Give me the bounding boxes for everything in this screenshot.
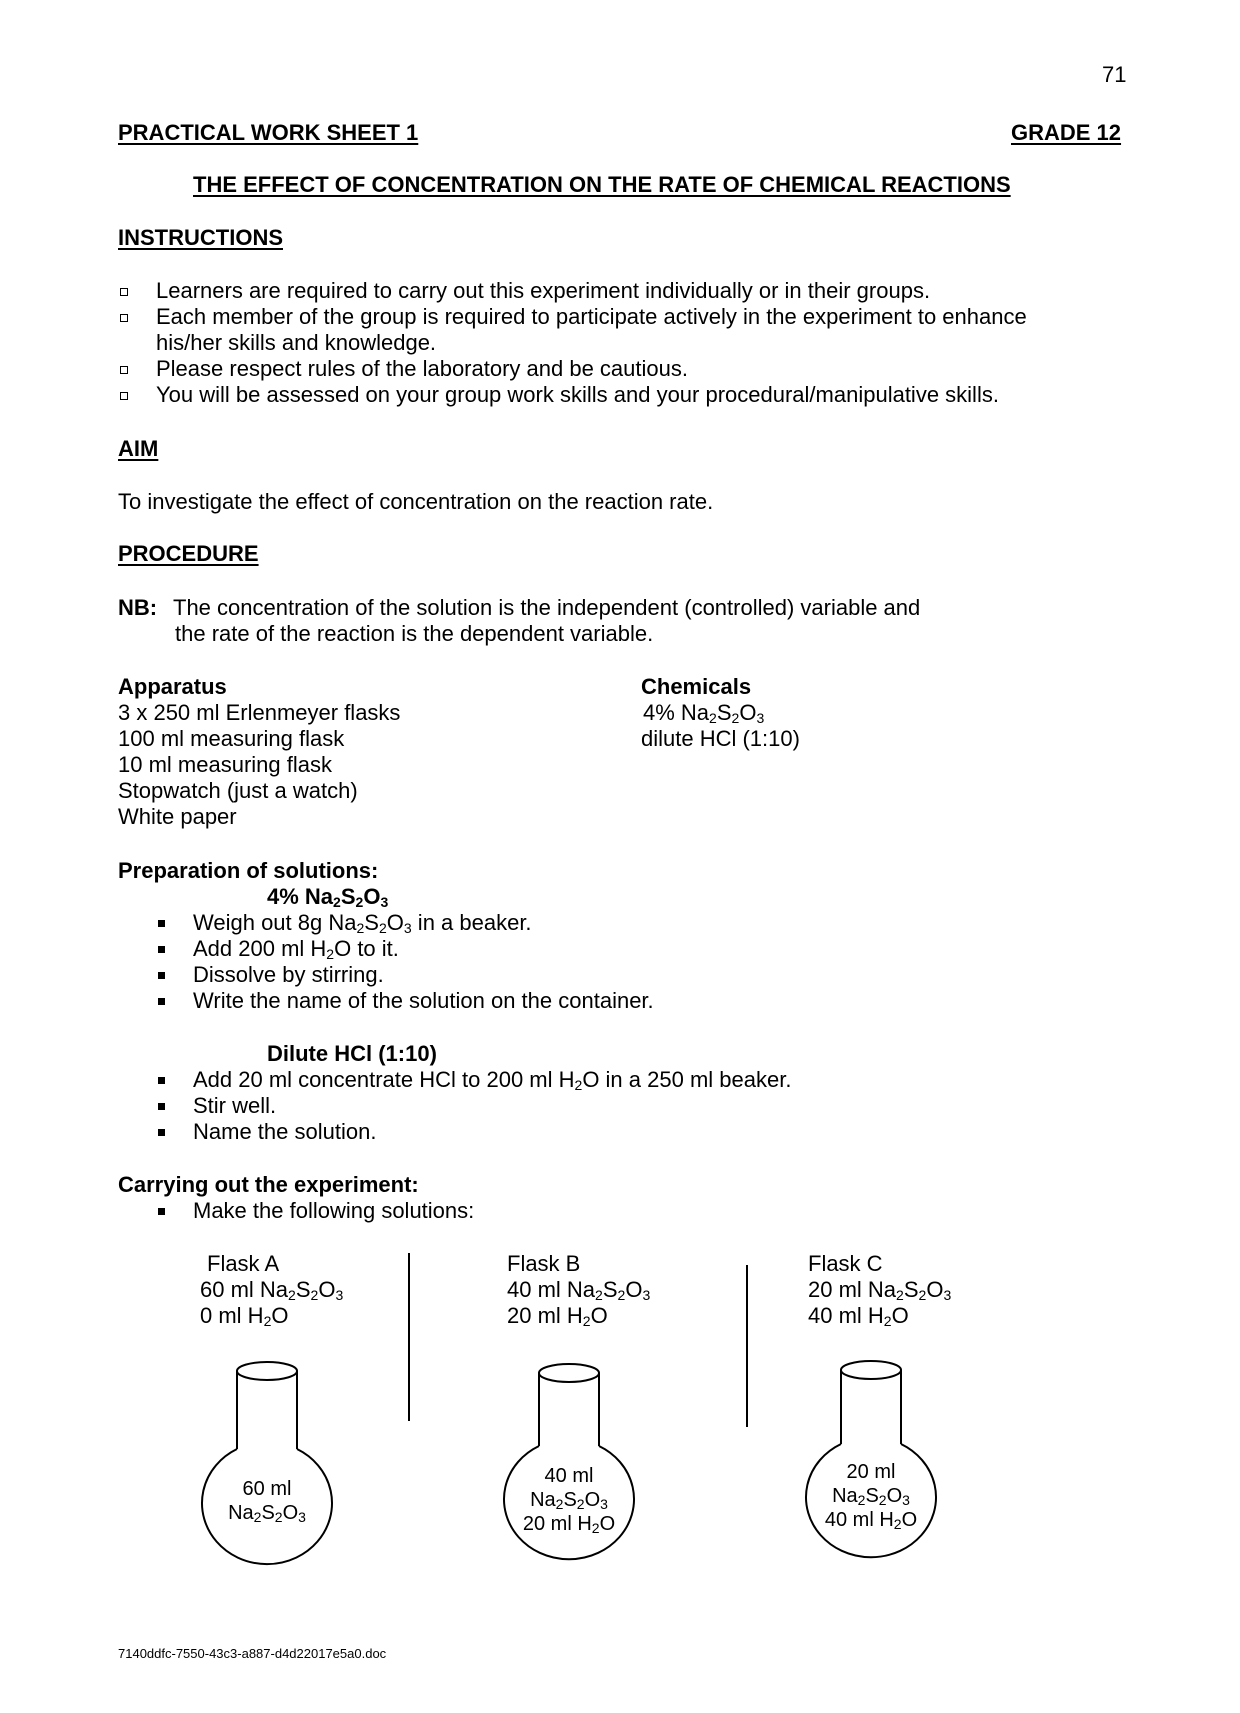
- flask-c-thiosulfate: 20 ml $Na_2S_2O_3$: [808, 1277, 952, 1303]
- main-title: THE EFFECT OF CONCENTRATION ON THE RATE OF CHEMICAL REACTIONS: [193, 172, 1011, 197]
- preparation-heading: Preparation of solutions:: [118, 858, 379, 883]
- flask-a-contents: 60 ml $Na_2S_2O_3$: [228, 1478, 306, 1525]
- flask-c-contents: 20 ml $Na_2S_2O_3$ 40 ml $H_2O$: [824, 1461, 918, 1532]
- flask-b-label: Flask B: [507, 1251, 581, 1276]
- prep-step: Dissolve by stirring.: [193, 962, 384, 987]
- aim-heading: AIM: [118, 436, 159, 461]
- sub-heading-hcl: Dilute HCl (1:10): [267, 1041, 437, 1066]
- chemical-hcl: dilute HCl (1:10): [641, 726, 800, 751]
- nb-label: NB:: [118, 595, 158, 620]
- flask-a-icon: [202, 1362, 332, 1564]
- chemicals-heading: Chemicals: [641, 674, 752, 699]
- apparatus-item: Stopwatch (just a watch): [118, 778, 358, 803]
- prep-step: Weigh out 8g $Na_2S_2O_3$ in a beaker.: [193, 910, 532, 936]
- instruction-item: Learners are required to carry out this experiment individually or in their groups.: [156, 278, 931, 303]
- flask-b-contents: 40 ml $Na_2S_2O_3$ 20 ml $H_2O$: [522, 1465, 616, 1536]
- grade-label: GRADE 12: [1011, 120, 1122, 145]
- nb-line-2: the rate of the reaction is the dependent variable.: [175, 621, 654, 646]
- prep-step: Stir well.: [193, 1093, 277, 1118]
- prep-step: Name the solution.: [193, 1119, 377, 1144]
- sheet-title: PRACTICAL WORK SHEET 1: [118, 120, 419, 145]
- instruction-item: Please respect rules of the laboratory and be cautious.: [156, 356, 688, 381]
- flask-c-label: Flask C: [808, 1251, 883, 1276]
- experiment-heading: Carrying out the experiment:: [118, 1172, 419, 1197]
- flask-c-water: 40 ml $H_2O$: [808, 1303, 909, 1329]
- apparatus-item: 10 ml measuring flask: [118, 752, 332, 777]
- instruction-item: Each member of the group is required to participate actively in the experiment to enhance: [156, 304, 1027, 329]
- chemical-thiosulfate: 4% $Na_2S_2O_3$: [643, 700, 765, 726]
- instruction-item: You will be assessed on your group work skills and your procedural/manipulative skills.: [156, 382, 999, 407]
- flask-a-label: Flask A: [207, 1251, 280, 1276]
- experiment-step: Make the following solutions:: [193, 1198, 475, 1223]
- prep-step: Add 200 ml $H_2O$ to it.: [193, 936, 399, 962]
- flask-a-thiosulfate: 60 ml $Na_2S_2O_3$: [200, 1277, 344, 1303]
- instruction-item-continued: his/her skills and knowledge.: [156, 330, 437, 355]
- footer-filename: 7140ddfc-7550-43c3-a887-d4d22017e5a0.doc: [118, 1646, 387, 1661]
- procedure-heading: PROCEDURE: [118, 541, 259, 566]
- prep-step: Write the name of the solution on the container.: [193, 988, 654, 1013]
- flask-a-water: 0 ml $H_2O$: [200, 1303, 289, 1329]
- page-number: 71: [1102, 62, 1127, 87]
- instructions-heading: INSTRUCTIONS: [118, 225, 283, 250]
- apparatus-heading: Apparatus: [118, 674, 227, 699]
- apparatus-item: White paper: [118, 804, 237, 829]
- apparatus-item: 100 ml measuring flask: [118, 726, 345, 751]
- prep-step: Add 20 ml concentrate HCl to 200 ml $H_2O$ in a 250 ml beaker.: [193, 1067, 792, 1093]
- flask-b-water: 20 ml $H_2O$: [507, 1303, 608, 1329]
- sub-heading-thiosulfate: 4% $Na_2S_2O_3$: [267, 884, 389, 910]
- nb-line-1: The concentration of the solution is the independent (controlled) variable and: [173, 595, 921, 620]
- flask-b-thiosulfate: 40 ml $Na_2S_2O_3$: [507, 1277, 651, 1303]
- apparatus-item: 3 x 250 ml Erlenmeyer flasks: [118, 700, 401, 725]
- aim-text: To investigate the effect of concentration on the reaction rate.: [118, 489, 714, 514]
